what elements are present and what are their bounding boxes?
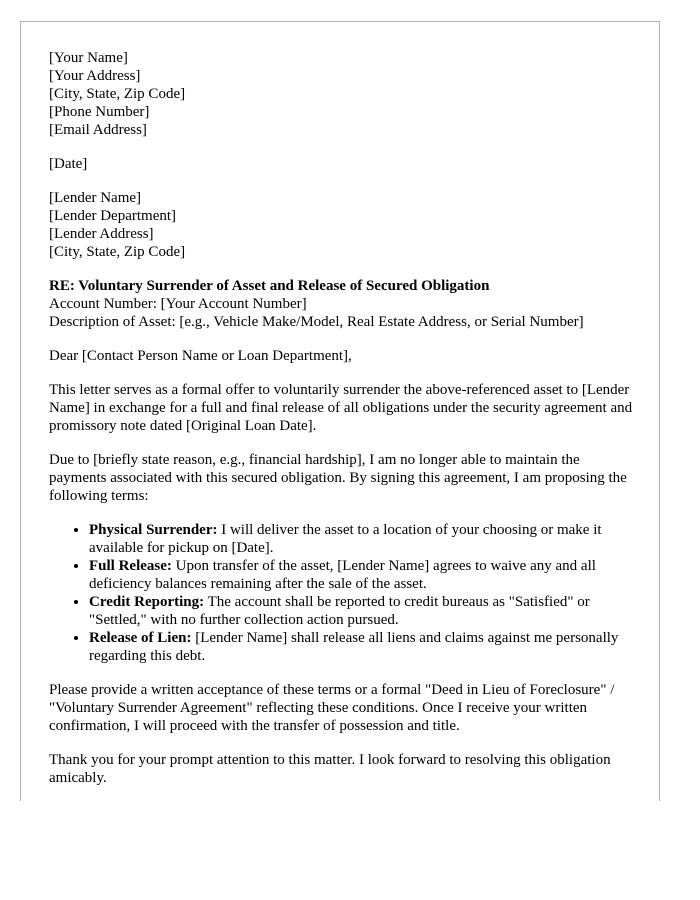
sender-block [49,49,639,139]
lender-city-state-zip: [City, State, Zip Code] [49,244,186,260]
term-item [89,521,639,557]
lender-name: [Lender Name] [49,190,142,206]
terms-list [49,521,639,665]
letter-page [20,21,660,801]
date-block [49,155,639,173]
lender-address: [Lender Address] [49,226,154,242]
sender-name: [Your Name] [49,50,128,66]
recipient-block [49,189,639,261]
term-item [89,557,639,593]
asset-description-line: Description of Asset: [e.g., Vehicle Make/Model, Real Estate Address, or Serial Number] [49,314,584,330]
term-label: Credit Reporting: [89,594,205,610]
sender-address: [Your Address] [49,68,141,84]
term-label: Release of Lien: [89,630,192,646]
term-item [89,629,639,665]
term-label: Full Release: [89,558,172,574]
letter-content [49,49,639,787]
sender-city-state-zip: [City, State, Zip Code] [49,86,186,102]
sender-phone: [Phone Number] [49,104,150,120]
account-number-line: Account Number: [Your Account Number] [49,296,307,312]
paragraph-reason: Due to [briefly state reason, e.g., financial hardship], I am no longer able to maintain the payments associated with this secured obligation. By signing this agreement, I am proposing the following terms: [49,452,627,504]
term-label: Physical Surrender: [89,522,218,538]
term-item [89,593,639,629]
term-text: I will deliver the asset to a location of your choosing or make it available for pickup on [Date]. [89,522,602,556]
term-text: [Lender Name] shall release all liens and claims against me personally regarding this debt. [89,630,619,664]
term-text: The account shall be reported to credit bureaus as "Satisfied" or "Settled," with no further collection action pursued. [89,594,590,628]
paragraph-offer: This letter serves as a formal offer to voluntarily surrender the above-referenced asset to [Lender Name] in exchange for a full and final release of all obligations under the security agreement and promissory note dated [Original Loan Date]. [49,382,633,434]
re-title: RE: Voluntary Surrender of Asset and Release of Secured Obligation [49,278,490,294]
term-text: Upon transfer of the asset, [Lender Name] agrees to waive any and all deficiency balances remaining after the sale of the asset. [89,558,596,592]
paragraph-closing: Thank you for your prompt attention to this matter. I look forward to resolving this obligation amicably. [49,752,611,786]
lender-department: [Lender Department] [49,208,177,224]
paragraph-request: Please provide a written acceptance of these terms or a formal "Deed in Lieu of Foreclosure" / "Voluntary Surrender Agreement" reflecting these conditions. Once I receive your written confirmation, I will proceed with the transfer of possession and title. [49,682,615,734]
sender-email: [Email Address] [49,122,147,138]
re-block [49,277,639,331]
letter-date: [Date] [49,156,88,172]
salutation: Dear [Contact Person Name or Loan Department], [49,348,352,364]
